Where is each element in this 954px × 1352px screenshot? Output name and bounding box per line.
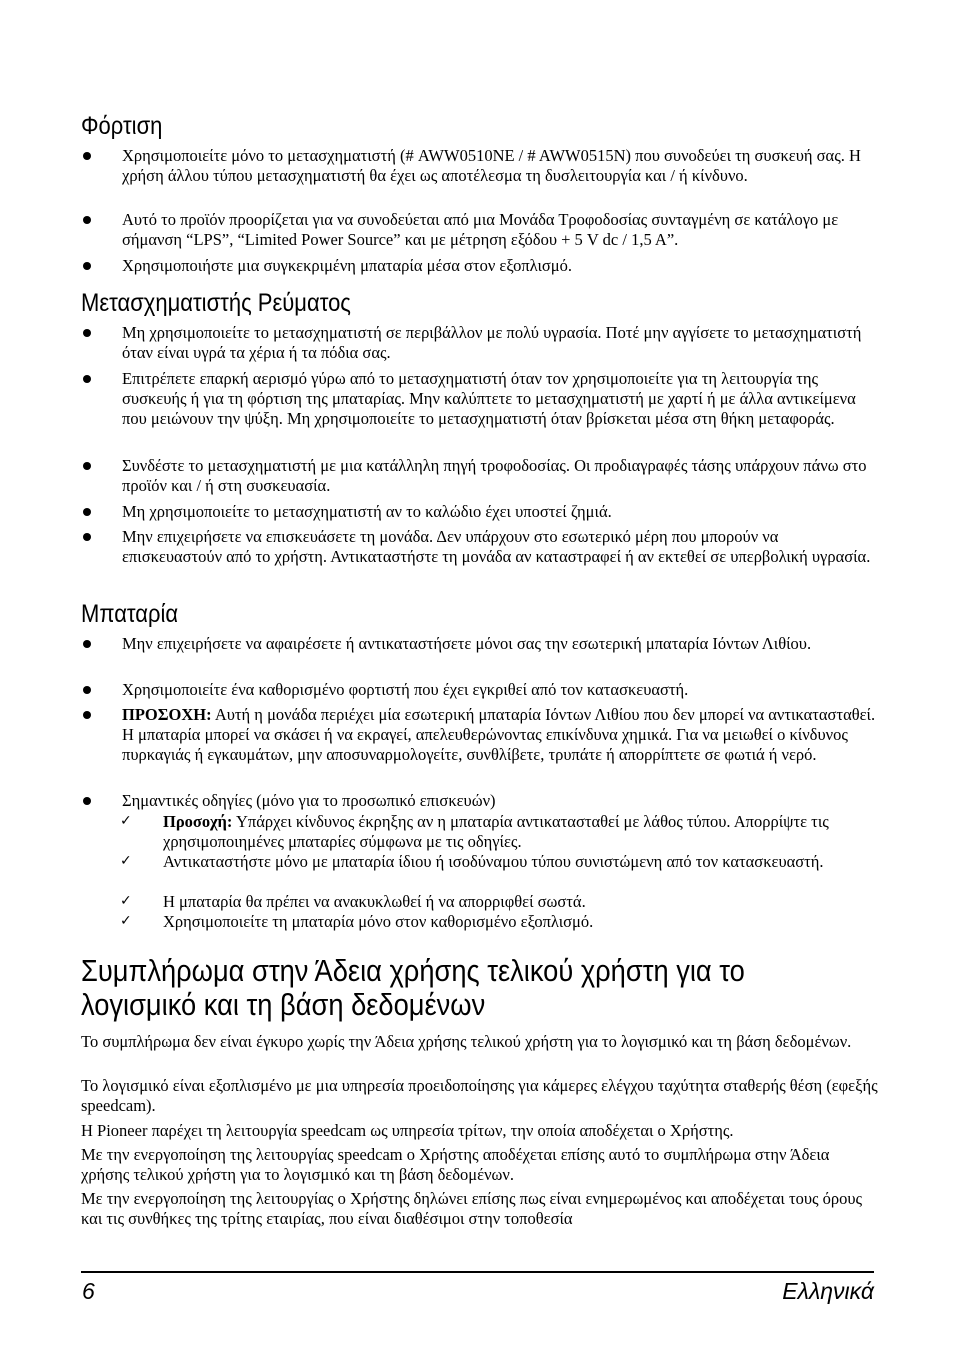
section-heading-adapter: Μετασχηματιστής Ρεύματος [81,289,351,317]
paragraph: Το συμπλήρωμα δεν είναι έγκυρο χωρίς την Άδεια χρήσης τελικού χρήστη για το λογισμικό και τη βάση δεδομένων. [81,1032,852,1051]
checkmark-icon: ✓ [120,853,132,869]
paragraph: Το λογισμικό είναι εξοπλισμένο με μια υπηρεσία προειδοποίησης για κάμερες ελέγχου ταχύτητα σταθερής θέση (εφεξής speedcam). [81,1076,878,1115]
footer-language: Ελληνικά [782,1278,874,1304]
list-item [122,210,882,250]
list-item-text: Μη χρησιμοποιείτε το μετασχηματιστή αν το καλώδιο έχει υποστεί ζημιά. [122,502,612,521]
bullet-icon [83,262,91,270]
caution-label: Προσοχή: [163,812,233,831]
bullet-icon [83,797,91,805]
bullet-icon [83,152,91,160]
warning-item [122,705,882,765]
bullet-icon [83,462,91,470]
list-item-text: Χρησιμοποιείτε μόνο το μετασχηματιστή (# AWW0510NE / # AWW0515N) που συνοδεύει τη συσκευή σας. Η χρήση άλλου τύπου μετασχηματιστή θα έχει ως αποτέλεσμα τη δυσλειτουργία και / ή κίνδυνο. [122,146,861,185]
check-item-text: Αντικαταστήστε μόνο με μπαταρία ίδιου ή ισοδύναμου τύπου συνιστώμενη από τον κατασκευαστή. [163,852,824,871]
check-item [120,912,883,932]
warning-text: Αυτή η μονάδα περιέχει μία εσωτερική μπαταρία Ιόντων Λιθίου που δεν μπορεί να αντικατασταθεί. Η μπαταρία μπορεί να σκάσει ή να εκραγεί, απελευθερώνοντας επικίνδυνα χημικά. Για να μειωθεί ο κίνδυνος πυρκαγιάς ή εγκαυμάτων, μην αποσυναρμολογείτε, συνθλίβετε, τρυπάτε ή απορρίπτετε σε φωτιά ή νερό. [122,705,876,764]
list-item [122,256,882,276]
list-item [122,146,882,186]
check-item [120,852,883,872]
check-item-text: Η μπαταρία θα πρέπει να ανακυκλωθεί ή να απορριφθεί σωστά. [163,892,586,911]
bullet-icon [83,329,91,337]
bullet-icon [83,375,91,383]
bullet-icon [83,216,91,224]
list-item-text: Χρησιμοποιήστε μια συγκεκριμένη μπαταρία μέσα στον εξοπλισμό. [122,256,573,275]
list-item-text: Μη χρησιμοποιείτε το μετασχηματιστή σε περιβάλλον με πολύ υγρασία. Ποτέ μην αγγίσετε το μετασχηματιστή όταν είναι υγρά τα χέρια ή τα πόδια σας. [122,323,862,362]
list-item [122,456,882,496]
main-heading: Συμπλήρωμα στην Άδεια χρήσης τελικού χρήστη για το λογισμικό και τη βάση δεδομένων [81,953,745,1022]
check-item-text: Χρησιμοποιείτε τη μπαταρία μόνο στον καθορισμένο εξοπλισμό. [163,912,594,931]
bullet-icon [83,711,91,719]
bullet-icon [83,508,91,516]
list-item [122,634,882,654]
section-heading-charging: Φόρτιση [81,112,163,140]
checkmark-icon: ✓ [120,893,132,909]
list-item-text: Χρησιμοποιείτε ένα καθορισμένο φορτιστή που έχει εγκριθεί από τον κατασκευαστή. [122,680,689,699]
list-item-text: Αυτό το προϊόν προορίζεται για να συνοδεύεται από μια Μονάδα Τροφοδοσίας συνταγμένη σε κατάλογο με σήμανση “LPS”, “Limited Power Source” και με μέτρηση εξόδου + 5 V dc / 1,5 A”. [122,210,839,249]
notes-intro: Σημαντικές οδηγίες (μόνο για το προσωπικό επισκευών) [122,791,496,810]
list-item-text: Μην επιχειρήσετε να αφαιρέσετε ή αντικαταστήσετε μόνοι σας την εσωτερική μπαταρία Ιόντων Λιθίου. [122,634,812,653]
paragraph: Με την ενεργοποίηση της λειτουργίας ο Χρήστης δηλώνει επίσης πως είναι ενημερωμένος και αποδέχεται τους όρους και τις συνθήκες της τρίτης εταιρίας, που είναι διαθέσιμοι στην τοποθεσία [81,1189,863,1228]
paragraph: Με την ενεργοποίηση της λειτουργίας speedcam ο Χρήστης αποδέχεται επίσης αυτό το συμπλήρωμα στην Άδεια χρήσης τελικού χρήστη για το λογισμικό και τη βάση δεδομένων. [81,1145,830,1184]
list-item-text: Επιτρέπετε επαρκή αερισμό γύρω από το μετασχηματιστή όταν τον χρησιμοποιείτε για τη λειτουργία της συσκευής ή για τη φόρτιση της μπαταρίας. Μην καλύπτετε το μετασχηματιστή με χαρτί ή με άλλα αντικείμενα που μειώνουν την ψύξη. Μη χρησιμοποιείτε το μετασχηματιστή όταν βρίσκεται μέσα στη θήκη μεταφοράς. [122,369,856,428]
list-item [122,323,882,363]
list-item [122,502,882,522]
bullet-icon [83,686,91,694]
list-item-text: Μην επιχειρήσετε να επισκευάσετε τη μονάδα. Δεν υπάρχουν στο εσωτερικό μέρη που μπορούν να επισκευαστούν από το χρήστη. Αντικαταστήστε τη μονάδα αν καταστραφεί ή αν εκτεθεί σε υπερβολική υγρασία. [122,527,871,566]
list-item [122,791,882,811]
bullet-icon [83,533,91,541]
checkmark-icon: ✓ [120,813,132,829]
list-item [122,369,882,429]
paragraph: Η Pioneer παρέχει τη λειτουργία speedcam ως υπηρεσία τρίτων, την οποία αποδέχεται ο Χρήστης. [81,1121,734,1140]
bullet-icon [83,640,91,648]
list-item [122,680,882,700]
check-item [120,892,883,912]
footer-rule [81,1271,874,1273]
caution-text: Υπάρχει κίνδυνος έκρηξης αν η μπαταρία αντικατασταθεί με λάθος τύπου. Απορρίψτε τις χρησιμοποιημένες μπαταρίες σύμφωνα με τις οδηγίες. [163,812,829,851]
warning-label: ΠΡΟΣΟΧΗ: [122,705,212,724]
section-heading-battery: Μπαταρία [81,600,179,628]
list-item [122,527,882,567]
page-number: 6 [82,1278,95,1304]
check-item [120,812,883,852]
list-item-text: Συνδέστε το μετασχηματιστή με μια κατάλληλη πηγή τροφοδοσίας. Οι προδιαγραφές τάσης υπάρχουν πάνω στο προϊόν και / ή στη συσκευασία. [122,456,867,495]
checkmark-icon: ✓ [120,913,132,929]
